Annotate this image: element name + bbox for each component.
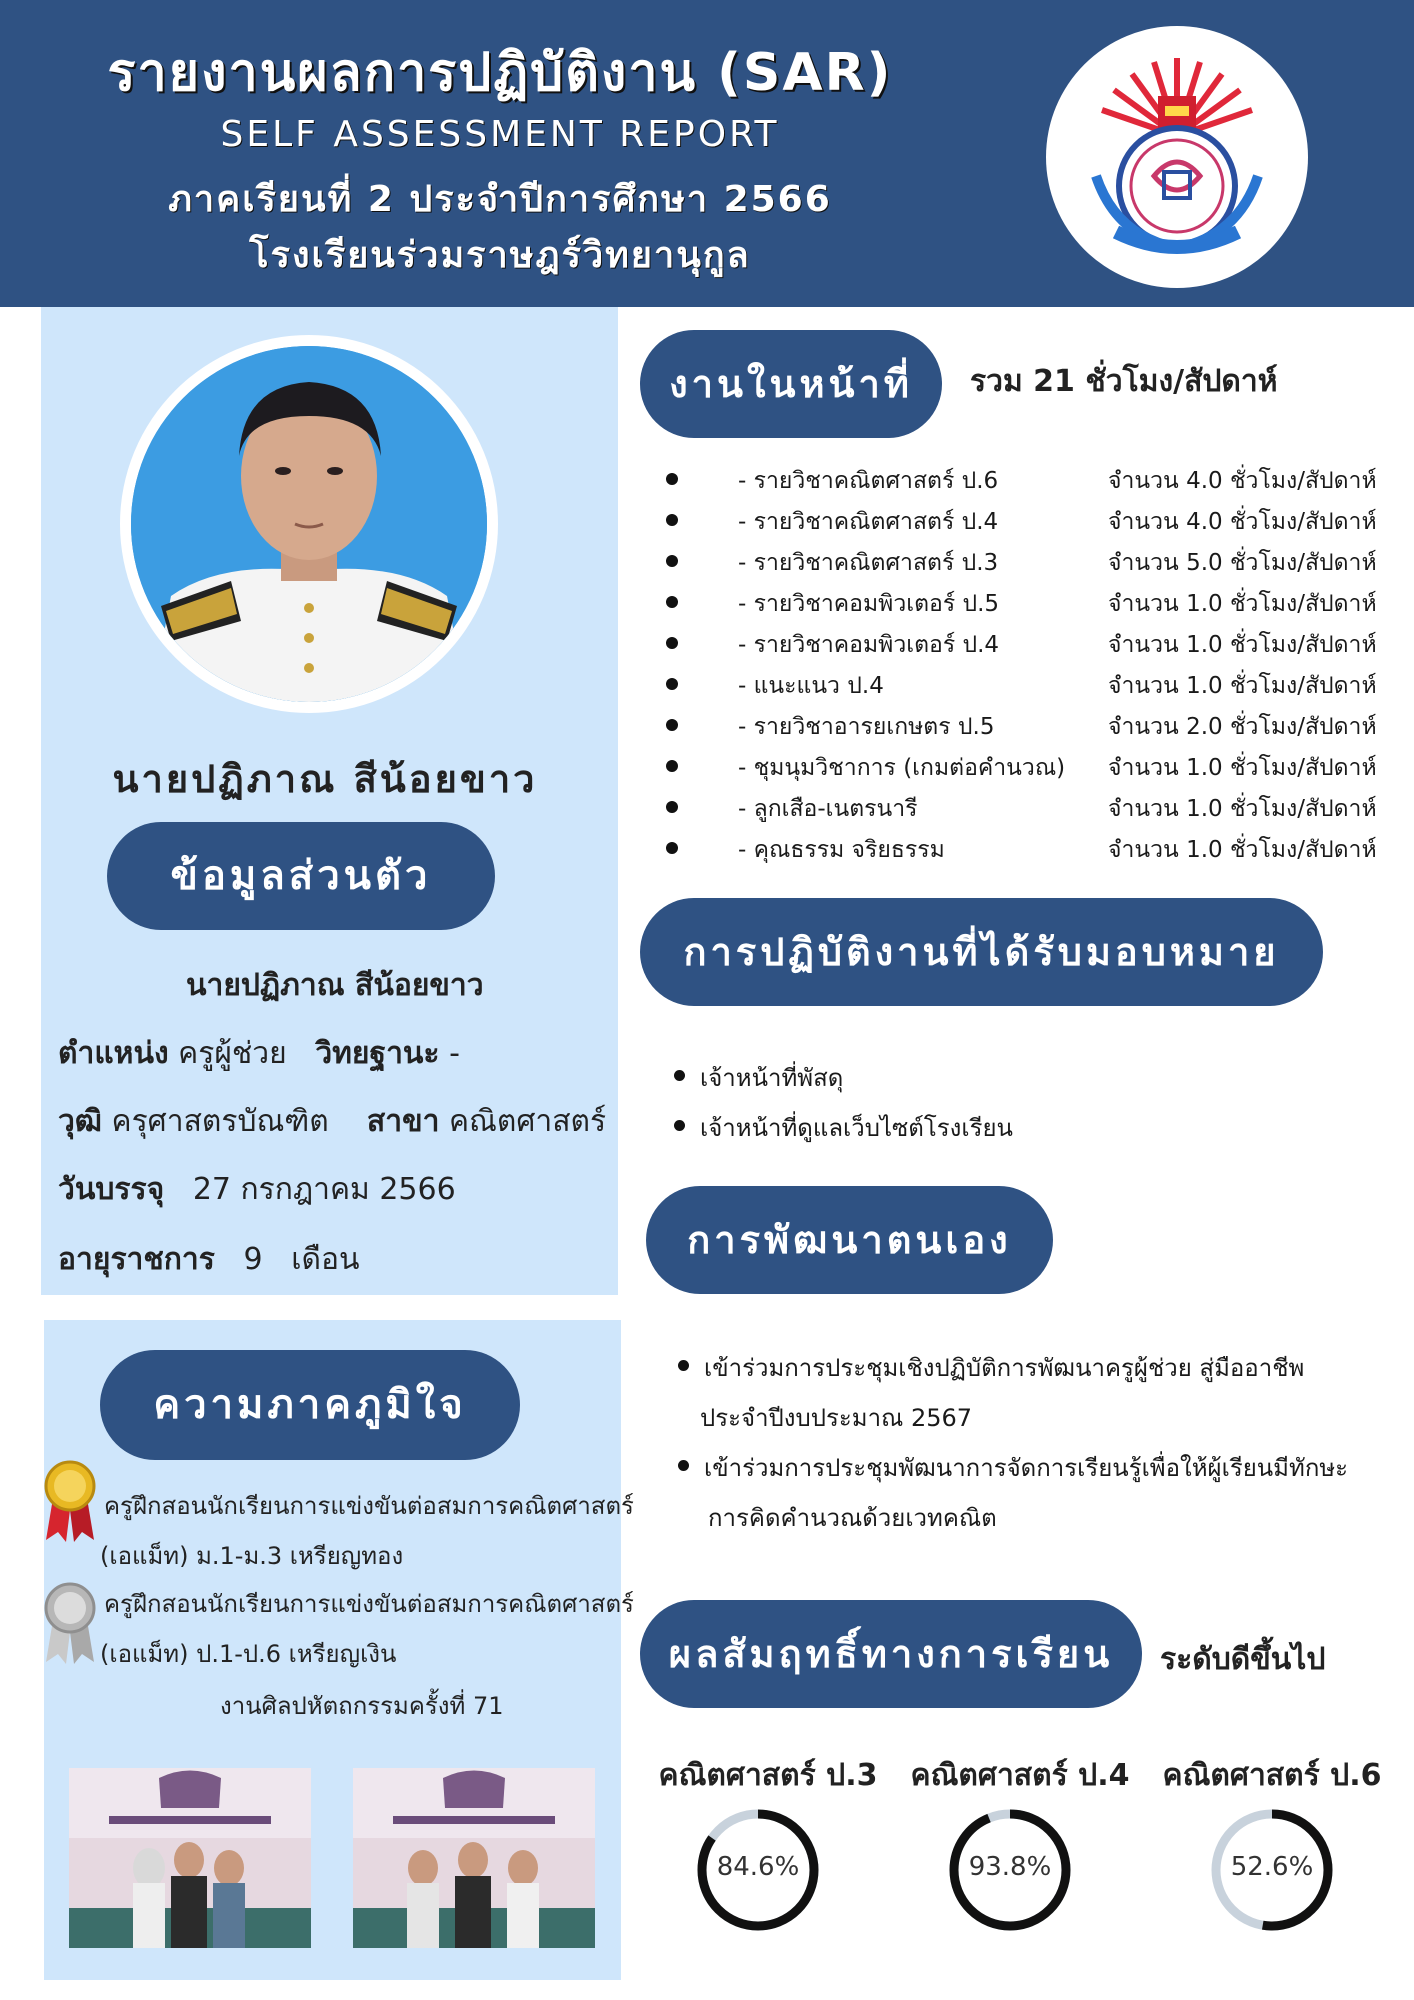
pride-heading: ความภาคภูมิใจ	[100, 1350, 520, 1460]
assigned-item-text: เจ้าหน้าที่พัสดุ	[700, 1064, 844, 1092]
duty-hours: จำนวน 1.0 ชั่วโมง/สัปดาห์	[1108, 796, 1377, 822]
duty-hours: จำนวน 2.0 ชั่วโมง/สัปดาห์	[1108, 714, 1377, 740]
school-logo	[1046, 26, 1308, 288]
duty-subject: - รายวิชาคอมพิวเตอร์ ป.4	[738, 632, 1000, 658]
degree-value: ครุศาสตรบัณฑิต	[111, 1104, 329, 1139]
pride-event: งานศิลปหัตถกรรมครั้งที่ 71	[220, 1692, 504, 1720]
duties-total: รวม 21 ชั่วโมง/สัปดาห์	[970, 364, 1278, 399]
bullet-dot	[678, 1360, 689, 1371]
silver-medal-icon	[42, 1582, 98, 1666]
duty-subject: - รายวิชาอารยเกษตร ป.5	[738, 714, 995, 740]
duty-hours: จำนวน 4.0 ชั่วโมง/สัปดาห์	[1108, 509, 1377, 535]
achievement-level: ระดับดีขึ้นไป	[1160, 1642, 1326, 1677]
major-value: คณิตศาสตร์	[448, 1104, 607, 1139]
duty-item	[660, 586, 1377, 626]
achievement-percent-label: 84.6%	[716, 1852, 800, 1882]
duty-subject: - รายวิชาคณิตศาสตร์ ป.3	[738, 550, 999, 576]
duty-hours: จำนวน 4.0 ชั่วโมง/สัปดาห์	[1108, 468, 1377, 494]
bullet-dot	[666, 637, 678, 649]
service-label: อายุราชการ	[58, 1242, 215, 1277]
bullet-dot	[666, 596, 678, 608]
bullet-dot	[666, 801, 678, 813]
gold-medal-icon	[42, 1460, 98, 1544]
duty-subject: - รายวิชาคณิตศาสตร์ ป.4	[738, 509, 999, 535]
academic-label: วิทยฐานะ	[315, 1036, 440, 1071]
duty-item	[660, 627, 1377, 667]
development-heading: การพัฒนาตนเอง	[646, 1186, 1053, 1294]
duty-hours: จำนวน 5.0 ชั่วโมง/สัปดาห์	[1108, 550, 1377, 576]
service-row	[58, 1236, 359, 1283]
development-item-1-line1: เข้าร่วมการประชุมเชิงปฏิบัติการพัฒนาครูผู้ช่วย สู่มืออาชีพ	[704, 1354, 1305, 1382]
assigned-item	[700, 1058, 843, 1097]
report-term: ภาคเรียนที่ 2 ประจำปีการศึกษา 2566	[168, 179, 832, 220]
header-banner	[0, 0, 1414, 307]
service-value: 9	[243, 1242, 263, 1277]
assigned-item-text: เจ้าหน้าที่ดูแลเว็บไซต์โรงเรียน	[700, 1114, 1013, 1142]
position-label: ตำแหน่ง	[58, 1036, 169, 1071]
bullet-dot	[666, 473, 678, 485]
duty-subject: - คุณธรรม จริยธรรม	[738, 837, 945, 863]
school-name: โรงเรียนร่วมราษฎร์วิทยานุกูล	[249, 235, 751, 276]
bullet-dot	[666, 760, 678, 772]
award-photo-2	[353, 1768, 595, 1948]
achievement-subject-title: คณิตศาสตร์ ป.4	[910, 1758, 1130, 1793]
academic-value: -	[449, 1036, 460, 1071]
bullet-dot	[666, 678, 678, 690]
degree-row	[58, 1098, 606, 1145]
achievement-subject-title: คณิตศาสตร์ ป.3	[658, 1758, 878, 1793]
personal-info-heading: ข้อมูลส่วนตัว	[107, 822, 495, 930]
duty-hours: จำนวน 1.0 ชั่วโมง/สัปดาห์	[1108, 755, 1377, 781]
pride-item-2-line1: ครูฝึกสอนนักเรียนการแข่งขันต่อสมการคณิตศาสตร์	[104, 1590, 634, 1618]
achievement-heading: ผลสัมฤทธิ์ทางการเรียน	[640, 1600, 1142, 1708]
report-subtitle: SELF ASSESSMENT REPORT	[220, 114, 780, 155]
duty-subject: - แนะแนว ป.4	[738, 673, 884, 699]
position-value: ครูผู้ช่วย	[178, 1036, 287, 1071]
duty-subject: - รายวิชาคณิตศาสตร์ ป.6	[738, 468, 999, 494]
bullet-dot	[674, 1070, 685, 1081]
development-item-2-line2: การคิดคำนวณด้วยเวทคณิต	[708, 1504, 997, 1532]
duties-heading: งานในหน้าที่	[640, 330, 942, 438]
appointed-row	[58, 1166, 456, 1213]
teacher-name: นายปฏิภาณ สีน้อยขาว	[112, 757, 538, 801]
assigned-heading: การปฏิบัติงานที่ได้รับมอบหมาย	[640, 898, 1323, 1006]
bullet-dot	[666, 842, 678, 854]
profile-photo	[131, 346, 487, 702]
bullet-dot	[666, 514, 678, 526]
position-row	[58, 1030, 460, 1077]
assigned-item	[700, 1108, 1013, 1147]
duty-item	[660, 750, 1377, 790]
bullet-dot	[674, 1120, 685, 1131]
duty-subject: - ชุมนุมวิชาการ (เกมต่อคำนวณ)	[738, 755, 1066, 781]
bullet-dot	[666, 555, 678, 567]
degree-label: วุฒิ	[58, 1104, 102, 1139]
duty-hours: จำนวน 1.0 ชั่วโมง/สัปดาห์	[1108, 591, 1377, 617]
duty-hours: จำนวน 1.0 ชั่วโมง/สัปดาห์	[1108, 837, 1377, 863]
development-item-1-line2: ประจำปีงบประมาณ 2567	[700, 1404, 973, 1432]
development-item-2-line1: เข้าร่วมการประชุมพัฒนาการจัดการเรียนรู้เพื่อให้ผู้เรียนมีทักษะ	[704, 1454, 1349, 1482]
duty-item	[660, 463, 1377, 503]
pride-item-1-line2: (เอแม็ท) ม.1-ม.3 เหรียญทอง	[100, 1542, 404, 1570]
duty-item	[660, 791, 1377, 831]
pride-item-2-line2: (เอแม็ท) ป.1-ป.6 เหรียญเงิน	[100, 1640, 397, 1668]
bullet-dot	[678, 1460, 689, 1471]
appointed-value: 27 กรกฎาคม 2566	[192, 1172, 456, 1207]
appointed-label: วันบรรจุ	[58, 1172, 165, 1207]
duty-item	[660, 832, 1377, 872]
bullet-dot	[666, 719, 678, 731]
pride-item-1-line1: ครูฝึกสอนนักเรียนการแข่งขันต่อสมการคณิตศาสตร์	[104, 1492, 634, 1520]
duty-item	[660, 668, 1377, 708]
duty-subject: - ลูกเสือ-เนตรนารี	[738, 796, 918, 822]
achievement-subject-title: คณิตศาสตร์ ป.6	[1162, 1758, 1382, 1793]
award-photo-1	[69, 1768, 311, 1948]
achievement-percent-label: 52.6%	[1230, 1852, 1314, 1882]
duty-hours: จำนวน 1.0 ชั่วโมง/สัปดาห์	[1108, 632, 1377, 658]
service-unit: เดือน	[291, 1242, 360, 1277]
duty-item	[660, 504, 1377, 544]
duty-item	[660, 709, 1377, 749]
duty-item	[660, 545, 1377, 585]
development-item	[704, 1348, 1304, 1387]
major-label: สาขา	[366, 1104, 440, 1139]
duty-subject: - รายวิชาคอมพิวเตอร์ ป.5	[738, 591, 1000, 617]
development-item	[704, 1448, 1348, 1487]
report-title: รายงานผลการปฏิบัติงาน (SAR)	[107, 43, 893, 103]
achievement-percent-label: 93.8%	[968, 1852, 1052, 1882]
duty-hours: จำนวน 1.0 ชั่วโมง/สัปดาห์	[1108, 673, 1377, 699]
profile-fullname: นายปฏิภาณ สีน้อยขาว	[186, 968, 484, 1003]
